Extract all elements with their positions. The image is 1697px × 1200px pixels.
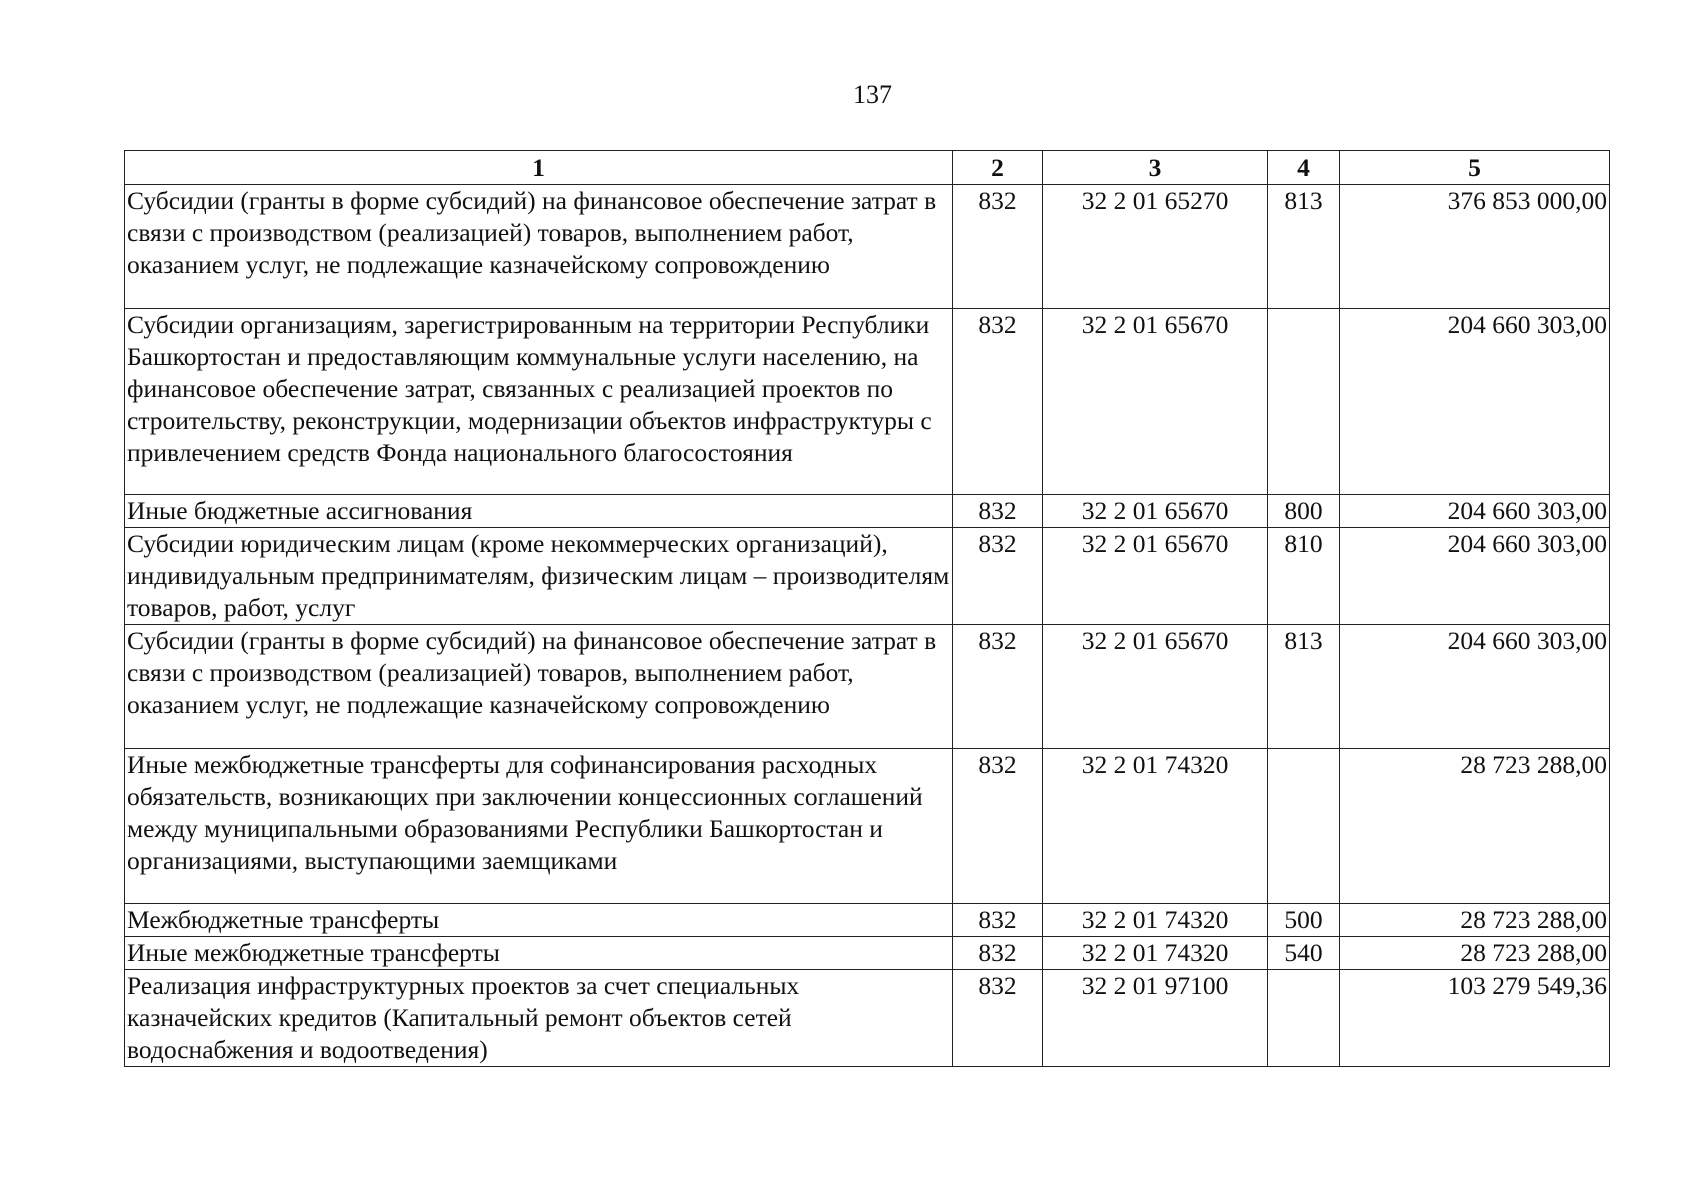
table-row: [125, 970, 1610, 1067]
row-expense-type: 810: [1268, 528, 1340, 625]
row-target-code: 32 2 01 74320: [1043, 937, 1268, 970]
row-admin-code: 832: [953, 309, 1043, 495]
row-name: Субсидии (гранты в форме субсидий) на финансовое обеспечение затрат в связи с производством (реализацией) товаров, выполнением работ, оказанием услуг, не подлежащие казначейскому сопровождению: [125, 625, 953, 749]
row-target-code: 32 2 01 97100: [1043, 970, 1268, 1067]
row-expense-type: 813: [1268, 185, 1340, 309]
row-amount: 204 660 303,00: [1340, 625, 1610, 749]
row-name: Иные межбюджетные трансферты: [125, 937, 953, 970]
header-col-3: 3: [1043, 151, 1268, 185]
header-col-2: 2: [953, 151, 1043, 185]
table-body: [125, 185, 1610, 1067]
row-target-code: 32 2 01 74320: [1043, 904, 1268, 937]
row-name: Субсидии (гранты в форме субсидий) на финансовое обеспечение затрат в связи с производством (реализацией) товаров, выполнением работ, оказанием услуг, не подлежащие казначейскому сопровождению: [125, 185, 953, 309]
row-expense-type: [1268, 970, 1340, 1067]
row-target-code: 32 2 01 74320: [1043, 749, 1268, 904]
budget-table: [124, 150, 1610, 1067]
row-name: Иные межбюджетные трансферты для софинансирования расходных обязательств, возникающих при заключении концессионных соглашений между муниципальными образованиями Республики Башкортостан и организациями, выступающими заемщиками: [125, 749, 953, 904]
row-admin-code: 832: [953, 185, 1043, 309]
row-name: Реализация инфраструктурных проектов за счет специальных казначейских кредитов (Капитальный ремонт объектов сетей водоснабжения и водоотведения): [125, 970, 953, 1067]
table-row: [125, 937, 1610, 970]
header-row: [125, 151, 1610, 185]
row-expense-type: 800: [1268, 495, 1340, 528]
row-target-code: 32 2 01 65670: [1043, 625, 1268, 749]
row-expense-type: 813: [1268, 625, 1340, 749]
row-target-code: 32 2 01 65670: [1043, 495, 1268, 528]
row-admin-code: 832: [953, 528, 1043, 625]
row-amount: 28 723 288,00: [1340, 937, 1610, 970]
row-name: Субсидии юридическим лицам (кроме некоммерческих организаций), индивидуальным предпринимателям, физическим лицам – производителям товаров, работ, услуг: [125, 528, 953, 625]
row-amount: 204 660 303,00: [1340, 495, 1610, 528]
row-admin-code: 832: [953, 970, 1043, 1067]
row-expense-type: 540: [1268, 937, 1340, 970]
row-admin-code: 832: [953, 749, 1043, 904]
header-col-1: 1: [125, 151, 953, 185]
row-amount: 376 853 000,00: [1340, 185, 1610, 309]
row-expense-type: [1268, 749, 1340, 904]
row-expense-type: [1268, 309, 1340, 495]
row-name: Межбюджетные трансферты: [125, 904, 953, 937]
row-name: Субсидии организациям, зарегистрированным на территории Республики Башкортостан и предоставляющим коммунальные услуги населению, на финансовое обеспечение затрат, связанных с реализацией проектов по строительству, реконструкции, модернизации объектов инфраструктуры с привлечением средств Фонда национального благосостояния: [125, 309, 953, 495]
row-amount: 204 660 303,00: [1340, 528, 1610, 625]
row-target-code: 32 2 01 65670: [1043, 528, 1268, 625]
page-number: 137: [853, 80, 892, 109]
row-amount: 28 723 288,00: [1340, 904, 1610, 937]
row-admin-code: 832: [953, 495, 1043, 528]
header-col-4: 4: [1268, 151, 1340, 185]
row-target-code: 32 2 01 65670: [1043, 309, 1268, 495]
row-amount: 204 660 303,00: [1340, 309, 1610, 495]
table-row: [125, 749, 1610, 904]
row-amount: 103 279 549,36: [1340, 970, 1610, 1067]
row-expense-type: 500: [1268, 904, 1340, 937]
table-row: [125, 495, 1610, 528]
table-row: [125, 309, 1610, 495]
table-row: [125, 185, 1610, 309]
row-target-code: 32 2 01 65270: [1043, 185, 1268, 309]
row-name: Иные бюджетные ассигнования: [125, 495, 953, 528]
row-amount: 28 723 288,00: [1340, 749, 1610, 904]
row-admin-code: 832: [953, 904, 1043, 937]
table-row: [125, 904, 1610, 937]
table-header: [125, 151, 1610, 185]
header-col-5: 5: [1340, 151, 1610, 185]
row-admin-code: 832: [953, 937, 1043, 970]
row-admin-code: 832: [953, 625, 1043, 749]
table-row: [125, 528, 1610, 625]
table-row: [125, 625, 1610, 749]
